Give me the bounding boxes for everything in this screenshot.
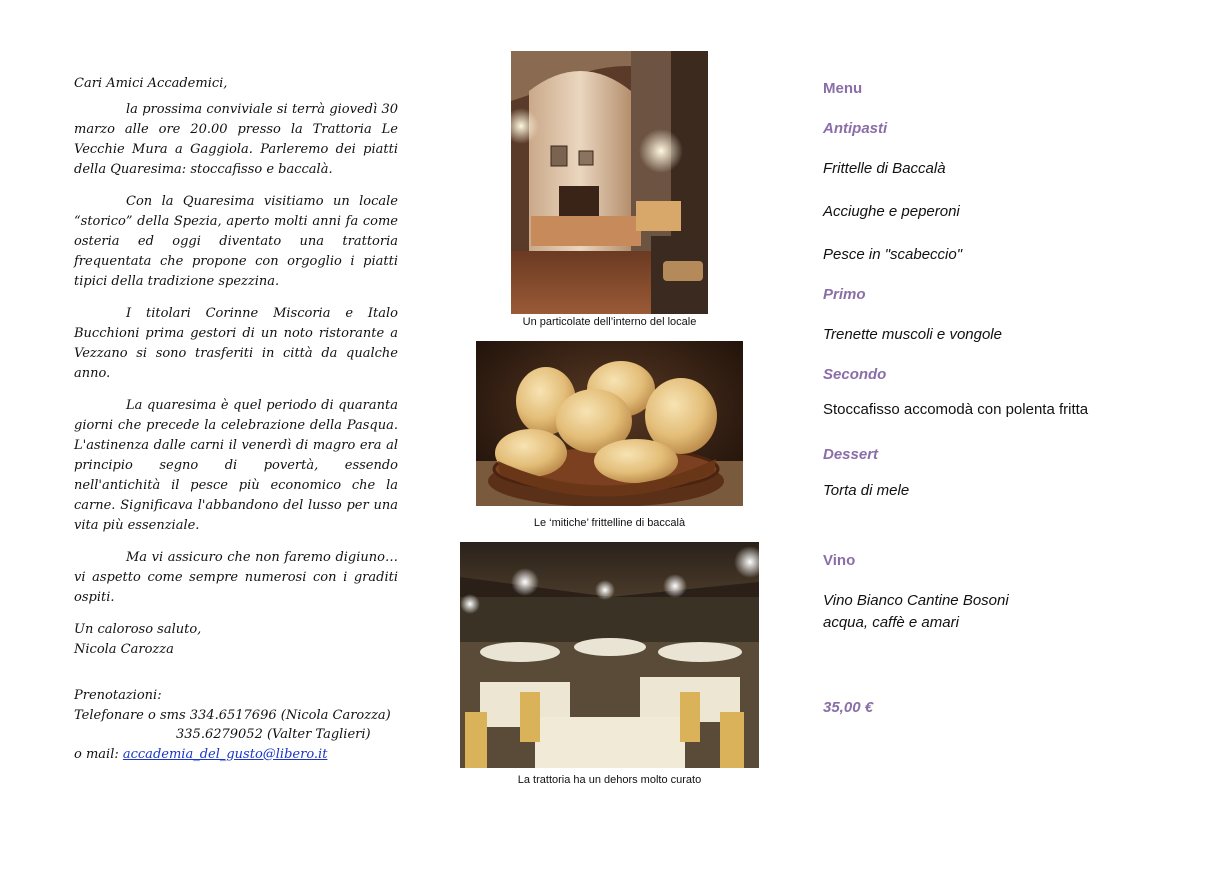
menu-title: Menu [823,80,863,97]
dehors-photo [460,542,759,768]
letter-paragraph: La quaresima è quel periodo di quaranta giorni che precede la celebrazione della Pasqua. L'astinenza dalle carni il venerdì di magro era al principio segno di povertà, essendo nell'antichità il pesce più economico che la carne. Significava l'abbandono del lusso per una vita più essenziale. [74,398,398,533]
menu-item: Acciughe e peperoni [823,203,960,220]
fritters-photo [476,341,743,506]
fritters-photo-image [476,341,743,506]
booking-mail-prefix: o mail: [74,746,123,762]
interior-photo-image [511,51,708,314]
booking-mail-line [74,745,404,765]
menu-item: Pesce in "scabeccio" [823,246,963,263]
booking-phone-2: 335.6279052 (Valter Taglieri) [176,727,371,742]
fritters-photo-caption: Le ‘mitiche’ frittelline di baccalà [533,517,686,529]
booking-info [74,686,404,764]
menu-item: Trenette muscoli e vongole [823,326,1002,343]
booking-phone-1: Telefonare o sms 334.6517696 (Nicola Carozza) [74,707,391,723]
letter-paragraph: Con la Quaresima visitiamo un locale “storico” della Spezia, aperto molti anni fa come osteria ed oggi diventato una trattoria frequentata che propone con orgoglio i piatti tipici della tradizione spezzina. [74,194,398,289]
vino-line: acqua, caffè e amari [823,614,959,631]
letter [74,74,398,660]
price: 35,00 € [823,699,874,716]
primo-heading: Primo [823,286,866,303]
antipasti-heading: Antipasti [823,120,888,137]
interior-photo-caption: Un particolate dell’interno del locale [522,316,697,328]
menu-item: Stoccafisso accomodà con polenta fritta [823,401,1089,418]
menu-item: Torta di mele [823,482,910,499]
letter-greeting: Cari Amici Accademici, [74,76,228,91]
interior-photo [511,51,708,314]
email-link[interactable]: accademia_del_gusto@libero.it [122,746,328,762]
letter-paragraph: Ma vi assicuro che non faremo digiuno…vi aspetto come sempre numerosi con i graditi ospiti. [74,550,398,605]
letter-closing: Un caloroso saluto, [74,622,202,637]
letter-signature: Nicola Carozza [74,642,174,657]
booking-title: Prenotazioni: [74,688,162,703]
menu-item: Frittelle di Baccalà [823,160,946,177]
dessert-heading: Dessert [823,446,879,463]
vino-line: Vino Bianco Cantine Bosoni [823,592,1009,609]
letter-paragraph: la prossima conviviale si terrà giovedì 30 marzo alle ore 20.00 presso la Trattoria Le Vecchie Mura a Gaggiola. Parleremo dei piatti della Quaresima: stoccafisso e baccalà. [74,102,398,177]
dehors-photo-caption: La trattoria ha un dehors molto curato [517,774,702,786]
vino-heading: Vino [823,552,856,569]
letter-paragraph: I titolari Corinne Miscoria e Italo Bucchioni prima gestori di un noto ristorante a Vezzano si sono trasferiti in città da qualche anno. [74,306,398,381]
secondo-heading: Secondo [823,366,887,383]
dehors-photo-image [460,542,759,768]
